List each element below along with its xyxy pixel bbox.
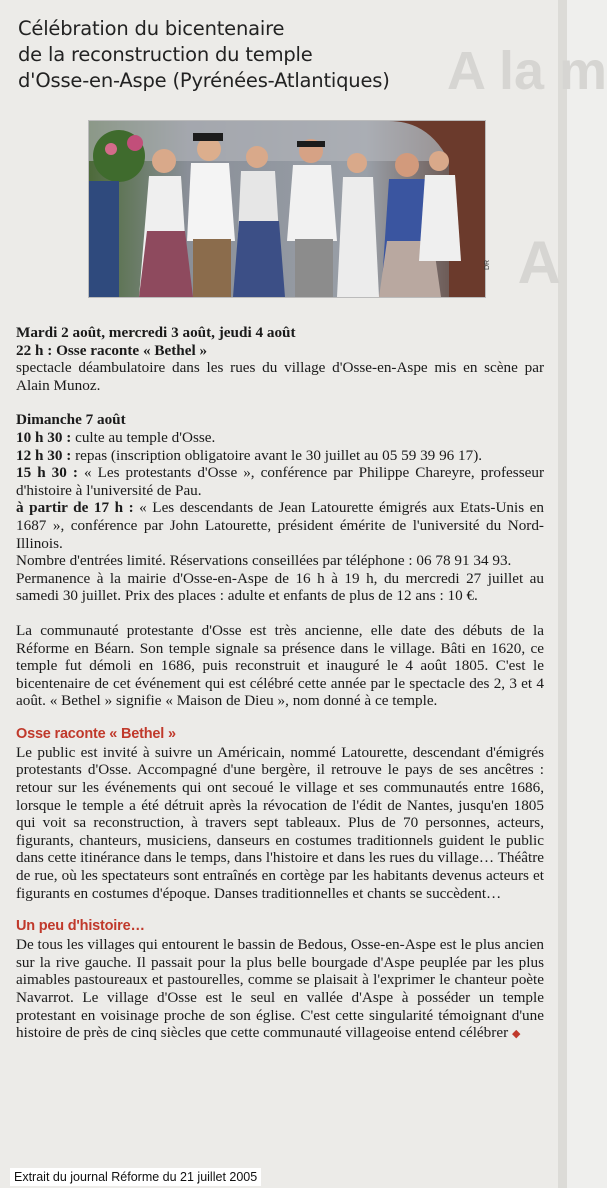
article-photo xyxy=(88,120,486,298)
intro-paragraph: La communauté protestante d'Osse est très ancienne, elle date des débuts de la Réforme en Béarn. Son temple signale sa présence dans le village. Bâti en 1620, ce temple fut démoli en 1686, puis reconstruit et inauguré le 4 août 1805. C'est le bicentenaire de cet événement qui est célébré cette année par le spectacle des 2, 3 et 4 août. « Bethel » signifie « Maison de Dieu », nom donné à ce temple. xyxy=(16,621,544,710)
bleed-through-text: A la m xyxy=(447,41,607,101)
programme-dates-2: Dimanche 7 août xyxy=(16,411,126,429)
section-heading-history: Un peu d'histoire… xyxy=(16,918,145,935)
programme-item: 15 h 30 : « Les protestants d'Osse », conférence par Philippe Chareyre, professeur d'histoire à l'université de Pau. xyxy=(16,464,544,499)
title-line: Célébration du bicentenaire xyxy=(18,17,285,40)
photo-credit: DR xyxy=(484,259,491,270)
programme-show-description: spectacle déambulatoire dans les rues du village d'Osse-en-Aspe mis en scène par Alain Munoz. xyxy=(16,359,544,394)
title-line: d'Osse-en-Aspe (Pyrénées-Atlantiques) xyxy=(18,69,390,92)
bleed-through-text: A xyxy=(517,229,561,296)
programme-info: Nombre d'entrées limité. Réservations conseillées par téléphone : 06 78 91 34 93. xyxy=(16,552,512,570)
programme-item: 10 h 30 : culte au temple d'Osse. xyxy=(16,428,216,446)
source-caption: Extrait du journal Réforme du 21 juillet 2005 xyxy=(10,1168,261,1186)
article-title xyxy=(18,16,478,94)
programme-dates-1: Mardi 2 août, mercredi 3 août, jeudi 4 août xyxy=(16,324,296,341)
programme-item: à partir de 17 h : « Les descendants de Jean Latourette émigrés aux Etats-Unis en 1687 », conférence par John Latourette, président émérite de l'université du Nord-Illinois. xyxy=(16,499,544,552)
article-body xyxy=(16,324,544,1044)
section-text-history: De tous les villages qui entourent le bassin de Bedous, Osse-en-Aspe est le plus ancien sur la rive gauche. Il passait pour la plus belle bourgade d'Aspe peuplée par les plus aimables pastoureaux et pastourelles, comme se plaisait à l'exprimer le chanteur poète Navarrot. Le village d'Osse est le seul en vallée d'Aspe à posséder un temple protestant en voisinage proche de son église. C'est cette singularité témoignant d'une histoire de près de cinq siècles que cette communauté villageoise entend célébrer ◆ xyxy=(16,936,544,1042)
section-text-bethel: Le public est invité à suivre un Américain, nommé Latourette, descendant d'émigrés protestants d'Osse. Accompagné d'une bergère, il retrouve le pays de ses ancêtres : retour sur les événements qui ont secoué le village et ses communautés entre 1686, lorsque le temple a été détruit après la révocation de l'édit de Nantes, jusqu'en 1805 qui voit sa reconstruction, à travers sept tableaux. Plus de 70 personnes, acteurs, figurants, chanteurs, musiciens, danseurs en costumes traditionnels guident le public dans cette itinérance dans le temps, dans l'histoire et dans les rues du village… Théâtre de rue, où les spectateurs sont entraînés en cortège par les habitants devenus acteurs et figurants en costumes d'époque. Danses traditionnelles et chants se succèdent… xyxy=(16,743,544,902)
costumed-villagers-photo xyxy=(89,121,485,297)
title-line: de la reconstruction du temple xyxy=(18,43,313,66)
programme-item: 12 h 30 : repas (inscription obligatoire avant le 30 juillet au 05 59 39 96 17). xyxy=(16,446,483,464)
section-heading-bethel: Osse raconte « Bethel » xyxy=(16,725,176,742)
end-mark-icon: ◆ xyxy=(511,1028,521,1041)
programme-info: Permanence à la mairie d'Osse-en-Aspe de 16 h à 19 h, du mercredi 27 juillet au samedi 30 juillet. Prix des places : adulte et enfants de plus de 12 ans : 10 €. xyxy=(16,569,544,605)
adjacent-page-edge xyxy=(558,0,567,1188)
programme-show-time: 22 h : Osse raconte « Bethel » xyxy=(16,341,208,359)
